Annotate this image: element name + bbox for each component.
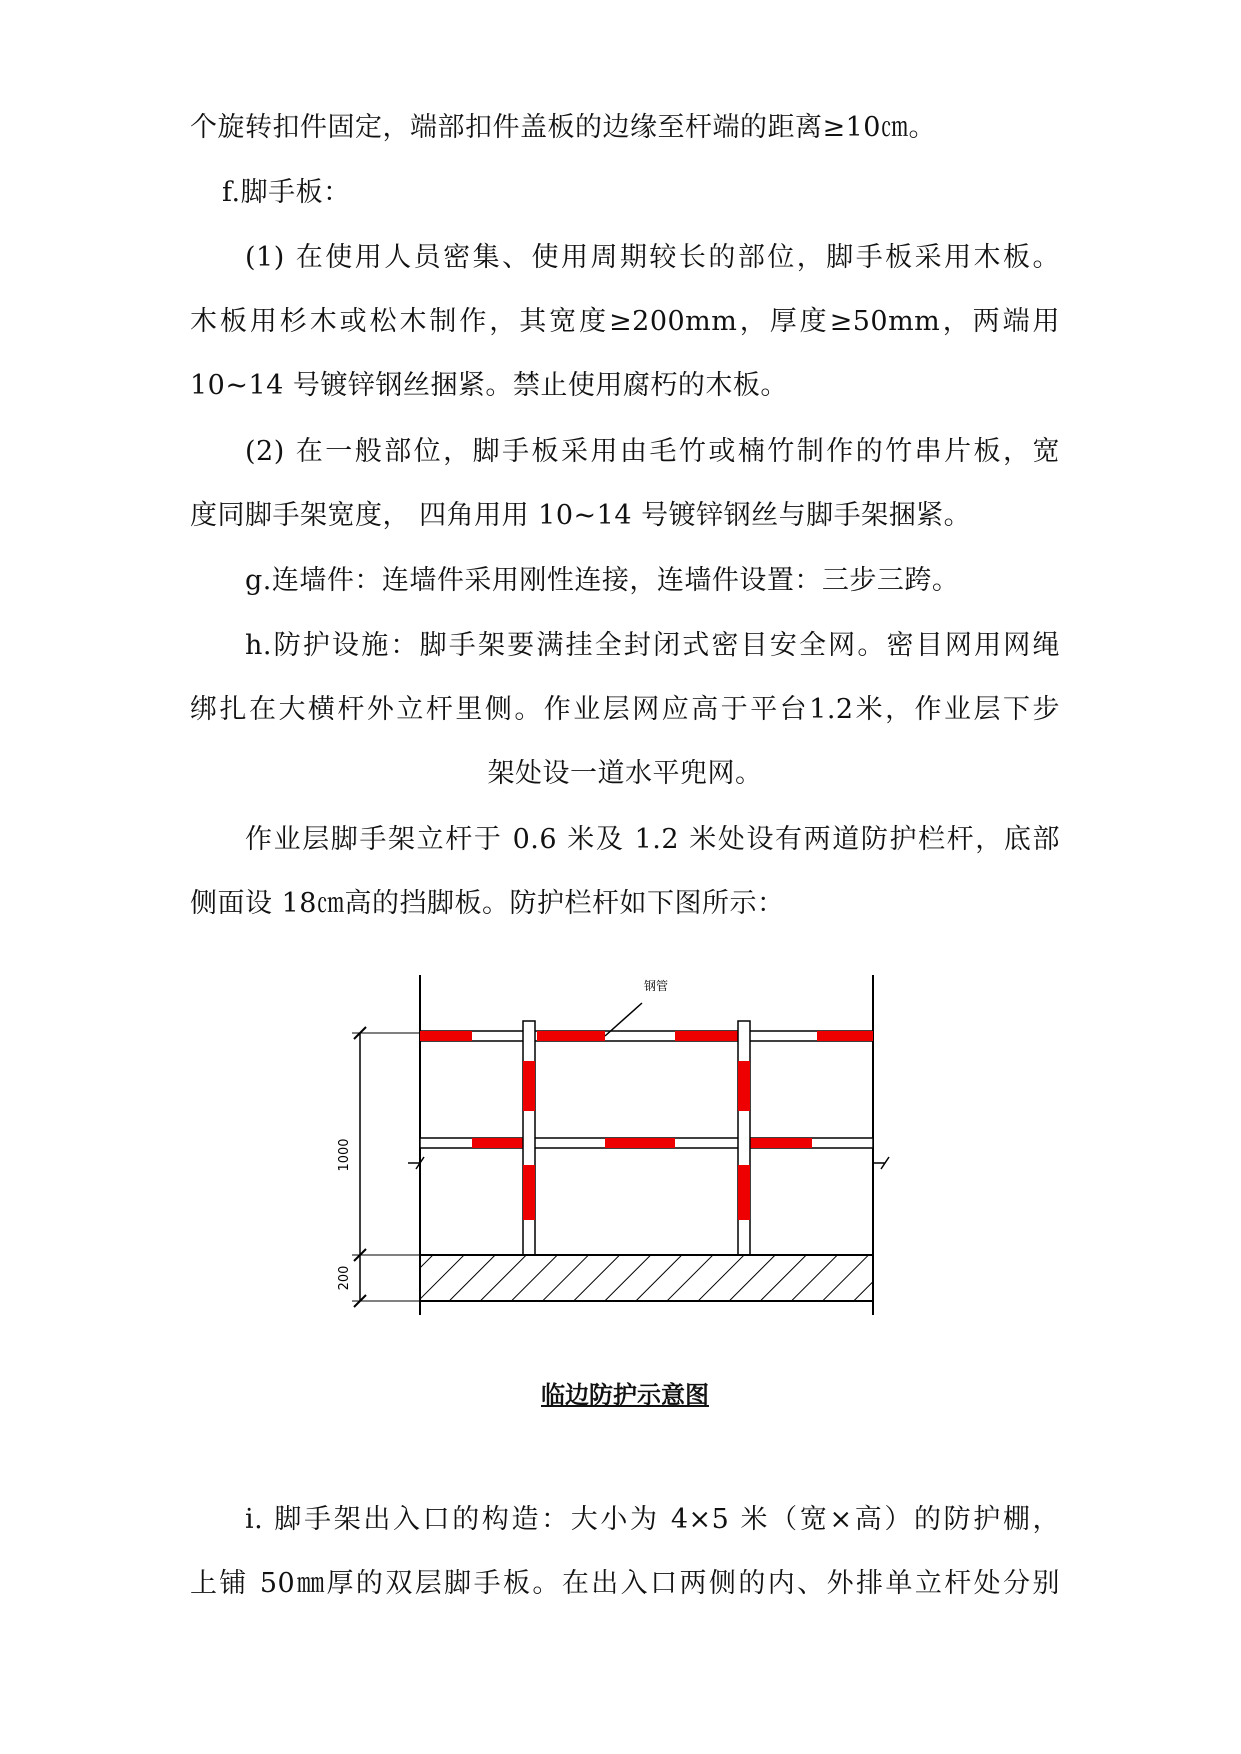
- text-line-13: 侧面设 18㎝高的挡脚板。防护栏杆如下图所示：: [190, 888, 785, 919]
- inner-post-left-red-1: [523, 1061, 535, 1111]
- middle-rail-red-1: [472, 1138, 524, 1148]
- text-line-6: (2) 在一般部位，脚手板采用由毛竹或楠竹制作的竹串片板，宽: [245, 436, 1060, 467]
- text-line-4: 木板用杉木或松木制作，其宽度≥200mm，厚度≥50mm，两端用: [190, 306, 1060, 337]
- top-rail-red-3: [675, 1031, 740, 1041]
- dim-label-1000: 1000: [337, 1138, 352, 1172]
- inner-post-right-red-2: [738, 1165, 750, 1220]
- text-line-3: (1) 在使用人员密集、使用周期较长的部位，脚手板采用木板。: [245, 242, 1060, 273]
- inner-post-left-red-2: [523, 1165, 535, 1220]
- figure-caption: 临边防护示意图: [541, 1381, 709, 1409]
- text-line-7: 度同脚手架宽度， 四角用用 10~14 号镀锌钢丝与脚手架捆紧。: [190, 500, 972, 531]
- toe-board: [420, 1255, 873, 1301]
- top-rail-red-1: [420, 1031, 472, 1041]
- top-rail-red-4: [817, 1031, 873, 1041]
- text-line-12: 作业层脚手架立杆于 0.6 米及 1.2 米处设有两道防护栏杆，底部: [245, 824, 1060, 855]
- top-rail-red-2: [537, 1031, 605, 1041]
- left-break-mark: [408, 1157, 424, 1169]
- text-line-10: 绑扎在大横杆外立杆里侧。作业层网应高于平台1.2米，作业层下步: [190, 694, 1060, 725]
- inner-post-right-red-1: [738, 1061, 750, 1111]
- guardrail-diagram: [337, 965, 900, 1345]
- text-line-1: 个旋转扣件固定，端部扣件盖板的边缘至杆端的距离≥10㎝。: [190, 112, 936, 143]
- middle-rail-red-2: [605, 1138, 675, 1148]
- top-rail: [420, 1031, 873, 1041]
- text-line-8: g.连墙件：连墙件采用刚性连接，连墙件设置：三步三跨。: [245, 565, 960, 596]
- text-line-5: 10~14 号镀锌钢丝捆紧。禁止使用腐朽的木板。: [190, 370, 788, 401]
- text-line-11: 架处设一道水平兜网。: [487, 758, 763, 789]
- text-line-2: f.脚手板：: [222, 177, 351, 208]
- text-line-14: i. 脚手架出入口的构造：大小为 4×5 米（宽×高）的防护棚，: [245, 1504, 1060, 1535]
- middle-rail-red-3: [750, 1138, 812, 1148]
- text-line-15: 上铺 50㎜厚的双层脚手板。在出入口两侧的内、外排单立杆处分别: [190, 1568, 1060, 1599]
- text-line-9: h.防护设施：脚手架要满挂全封闭式密目安全网。密目网用网绳: [245, 630, 1060, 661]
- dim-label-200: 200: [337, 1265, 352, 1291]
- right-break-mark: [873, 1157, 889, 1169]
- pipe-label: 钢管: [644, 979, 669, 993]
